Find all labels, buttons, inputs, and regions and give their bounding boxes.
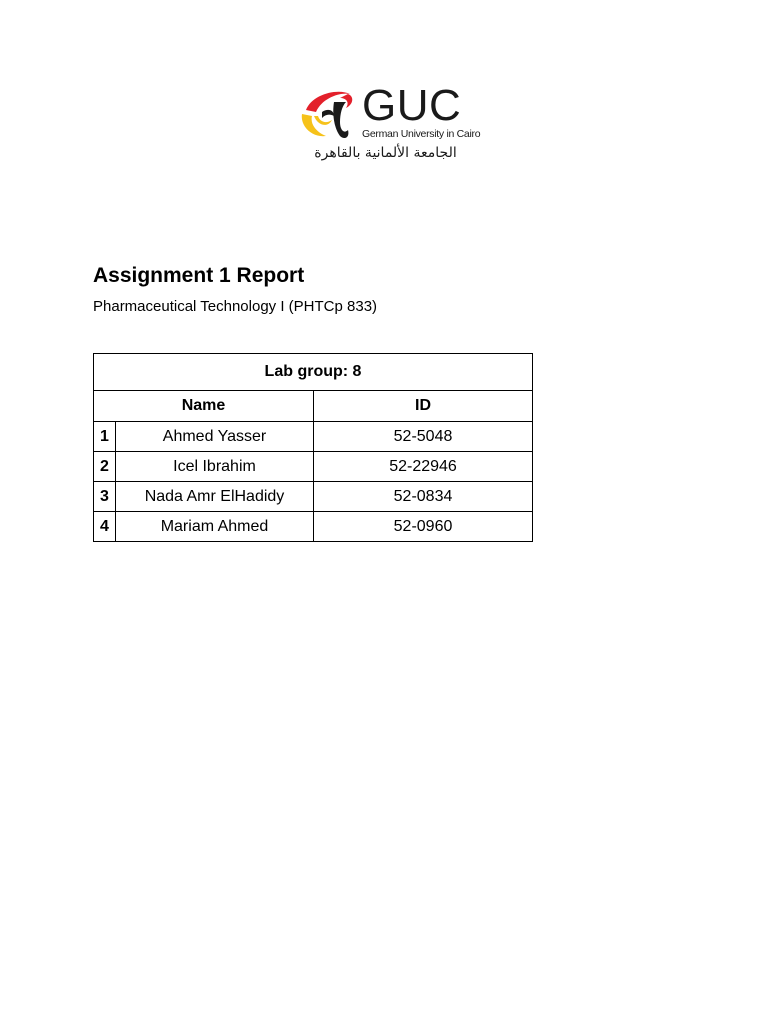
member-name: Ahmed Yasser [116,422,314,452]
member-id: 52-22946 [314,452,533,482]
logo-english-name: German University in Cairo [362,128,481,140]
guc-logo [298,81,481,166]
member-id: 52-0960 [314,512,533,542]
name-column-header: Name [94,391,314,422]
logo-arabic-name: الجامعة الألمانية بالقاهرة [314,145,457,161]
table-row [94,482,533,512]
row-number: 2 [94,452,116,482]
table-header-row [94,391,533,422]
row-number: 3 [94,482,116,512]
member-id: 52-0834 [314,482,533,512]
table-group-row [94,354,533,391]
table-row [94,512,533,542]
member-name: Mariam Ahmed [116,512,314,542]
logo-wordmark: GUC [362,81,462,130]
id-column-header: ID [314,391,533,422]
guc-emblem-icon [298,86,360,146]
lab-group-table [93,353,533,542]
table-row [94,422,533,452]
member-name: Nada Amr ElHadidy [116,482,314,512]
member-id: 52-5048 [314,422,533,452]
row-number: 4 [94,512,116,542]
member-name: Icel Ibrahim [116,452,314,482]
document-title: Assignment 1 Report [93,264,305,287]
table-row [94,452,533,482]
document-subtitle: Pharmaceutical Technology I (PHTCp 833) [93,298,378,315]
row-number: 1 [94,422,116,452]
lab-group-label: Lab group: 8 [94,354,533,391]
